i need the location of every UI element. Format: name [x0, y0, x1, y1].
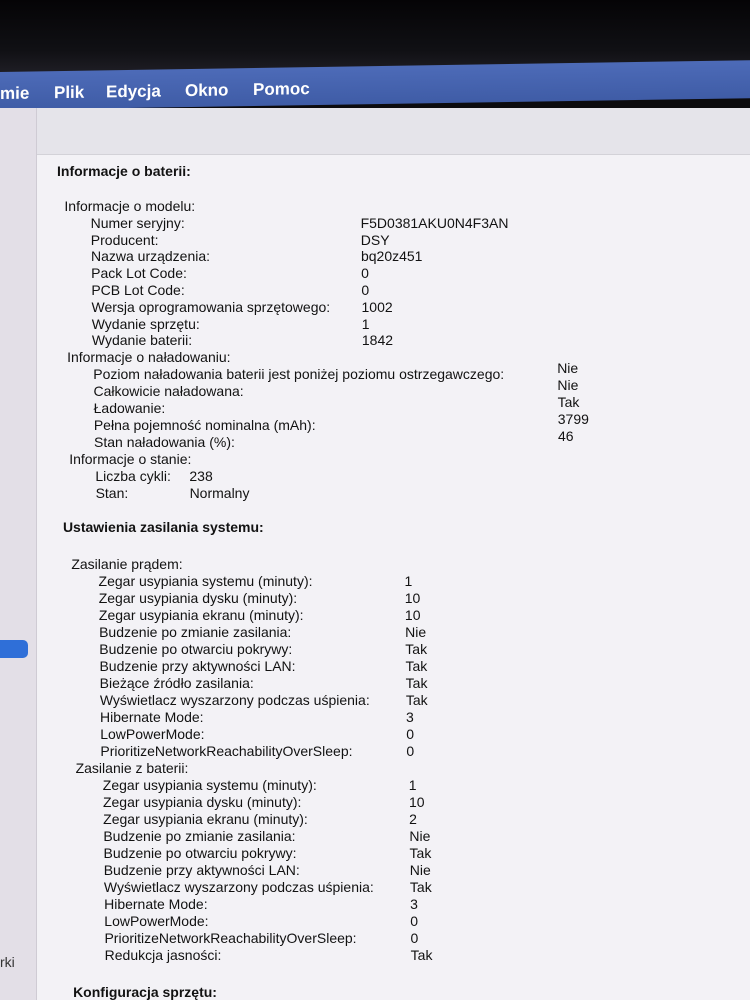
field-label: Nazwa urządzenia:	[90, 248, 211, 265]
field-value: 0	[361, 265, 369, 282]
field-value: 0	[406, 743, 415, 759]
field-value: Tak	[409, 879, 432, 895]
field-label: Budzenie przy aktywności LAN:	[103, 862, 300, 878]
field-label: Hibernate Mode:	[100, 709, 204, 725]
menu-app-name[interactable]: mie	[0, 83, 30, 103]
menu-file[interactable]: Plik	[54, 82, 85, 103]
field-label: Poziom naładowania baterii jest poniżej poziomu ostrzegawczego:	[93, 366, 505, 383]
field-label: Wydanie baterii:	[91, 332, 193, 349]
field-value: 10	[408, 794, 425, 810]
group-label: Informacje o stanie:	[69, 451, 192, 468]
field-value: 0	[410, 930, 419, 946]
section-heading: Ustawienia zasilania systemu:	[62, 519, 264, 535]
field-label: Ładowanie:	[93, 400, 166, 417]
field-value: F5D0381AKU0N4F3AN	[360, 214, 509, 231]
field-value: bq20z451	[360, 248, 423, 265]
field-value: 3	[410, 896, 418, 912]
sidebar	[0, 108, 37, 1000]
field-label: Zegar usypiania dysku (minuty):	[102, 794, 302, 810]
field-value: Tak	[405, 675, 428, 691]
field-value: Nie	[557, 377, 579, 394]
field-value: Nie	[409, 828, 431, 844]
field-label: Pełna pojemność nominalna (mAh):	[93, 417, 316, 434]
field-label: LowPowerMode:	[104, 913, 209, 929]
field-label: Producent:	[90, 231, 159, 248]
sidebar-item-label[interactable]: rki	[0, 954, 15, 970]
field-value: Tak	[409, 845, 432, 861]
field-label: Liczba cykli:	[95, 468, 171, 485]
field-value: Tak	[405, 641, 428, 657]
field-label: PCB Lot Code:	[91, 282, 185, 298]
field-value: Nie	[405, 624, 427, 640]
field-value: 1	[404, 573, 413, 589]
field-value: Nie	[557, 360, 579, 377]
group-label: Informacje o naładowaniu:	[67, 349, 231, 366]
field-value: Normalny	[189, 485, 250, 502]
field-label: Wyświetlacz wyszarzony podczas uśpienia:	[103, 879, 374, 895]
field-label: Stan naładowania (%):	[94, 434, 235, 451]
field-label: Redukcja jasności:	[104, 947, 222, 963]
field-value: 0	[410, 913, 419, 929]
field-label: Zegar usypiania systemu (minuty):	[98, 573, 313, 589]
field-value: Tak	[405, 692, 428, 708]
menu-edit[interactable]: Edycja	[106, 81, 161, 102]
field-value: Tak	[410, 947, 433, 963]
field-value: 3799	[557, 411, 589, 428]
field-value: Tak	[405, 658, 428, 674]
field-label: PrioritizeNetworkReachabilityOverSleep:	[104, 930, 357, 946]
field-value: 3	[406, 709, 414, 725]
field-label: Hibernate Mode:	[104, 896, 208, 912]
field-label: Zegar usypiania ekranu (minuty):	[103, 811, 308, 827]
field-label: Stan:	[95, 485, 129, 502]
field-label: Budzenie po otwarciu pokrywy:	[99, 641, 293, 657]
field-label: Bieżące źródło zasilania:	[99, 675, 254, 691]
field-value: 1842	[361, 332, 394, 349]
section-heading: Informacje o baterii:	[57, 163, 191, 179]
field-value: 238	[189, 468, 213, 485]
field-label: Wydanie sprzętu:	[91, 315, 200, 332]
field-value: 10	[404, 590, 421, 606]
field-label: LowPowerMode:	[100, 726, 205, 742]
group-label: Informacje o modelu:	[64, 198, 196, 214]
field-value: 2	[409, 811, 417, 827]
field-label: Zegar usypiania ekranu (minuty):	[98, 607, 304, 623]
group-label: Zasilanie prądem:	[71, 556, 183, 572]
sidebar-selected-item[interactable]	[0, 640, 28, 658]
field-label: PrioritizeNetworkReachabilityOverSleep:	[100, 743, 353, 759]
field-label: Budzenie przy aktywności LAN:	[99, 658, 296, 674]
group-label: Zasilanie z baterii:	[75, 760, 189, 776]
window-toolbar	[37, 108, 750, 155]
field-value: Nie	[409, 862, 431, 878]
field-label: Pack Lot Code:	[91, 265, 187, 282]
field-value: 1	[408, 777, 417, 793]
field-value: 10	[404, 607, 421, 623]
field-value: 46	[557, 428, 574, 445]
field-label: Zegar usypiania systemu (minuty):	[102, 777, 317, 793]
menu-window[interactable]: Okno	[185, 80, 229, 101]
section-heading: Konfiguracja sprzętu:	[73, 984, 217, 1000]
field-value: 1002	[361, 298, 393, 315]
field-label: Całkowicie naładowana:	[93, 383, 244, 400]
field-value: 0	[361, 282, 370, 298]
field-label: Wersja oprogramowania sprzętowego:	[91, 298, 331, 315]
field-label: Budzenie po zmianie zasilania:	[99, 624, 292, 640]
field-label: Budzenie po zmianie zasilania:	[103, 828, 296, 844]
field-label: Budzenie po otwarciu pokrywy:	[103, 845, 297, 861]
field-value: 1	[361, 315, 370, 332]
field-value: Tak	[557, 394, 580, 411]
field-value: 0	[406, 726, 415, 742]
field-label: Wyświetlacz wyszarzony podczas uśpienia:	[99, 692, 370, 708]
field-label: Zegar usypiania dysku (minuty):	[98, 590, 298, 606]
field-label: Numer seryjny:	[90, 214, 185, 231]
field-value: DSY	[360, 231, 390, 248]
menu-help[interactable]: Pomoc	[253, 79, 310, 100]
